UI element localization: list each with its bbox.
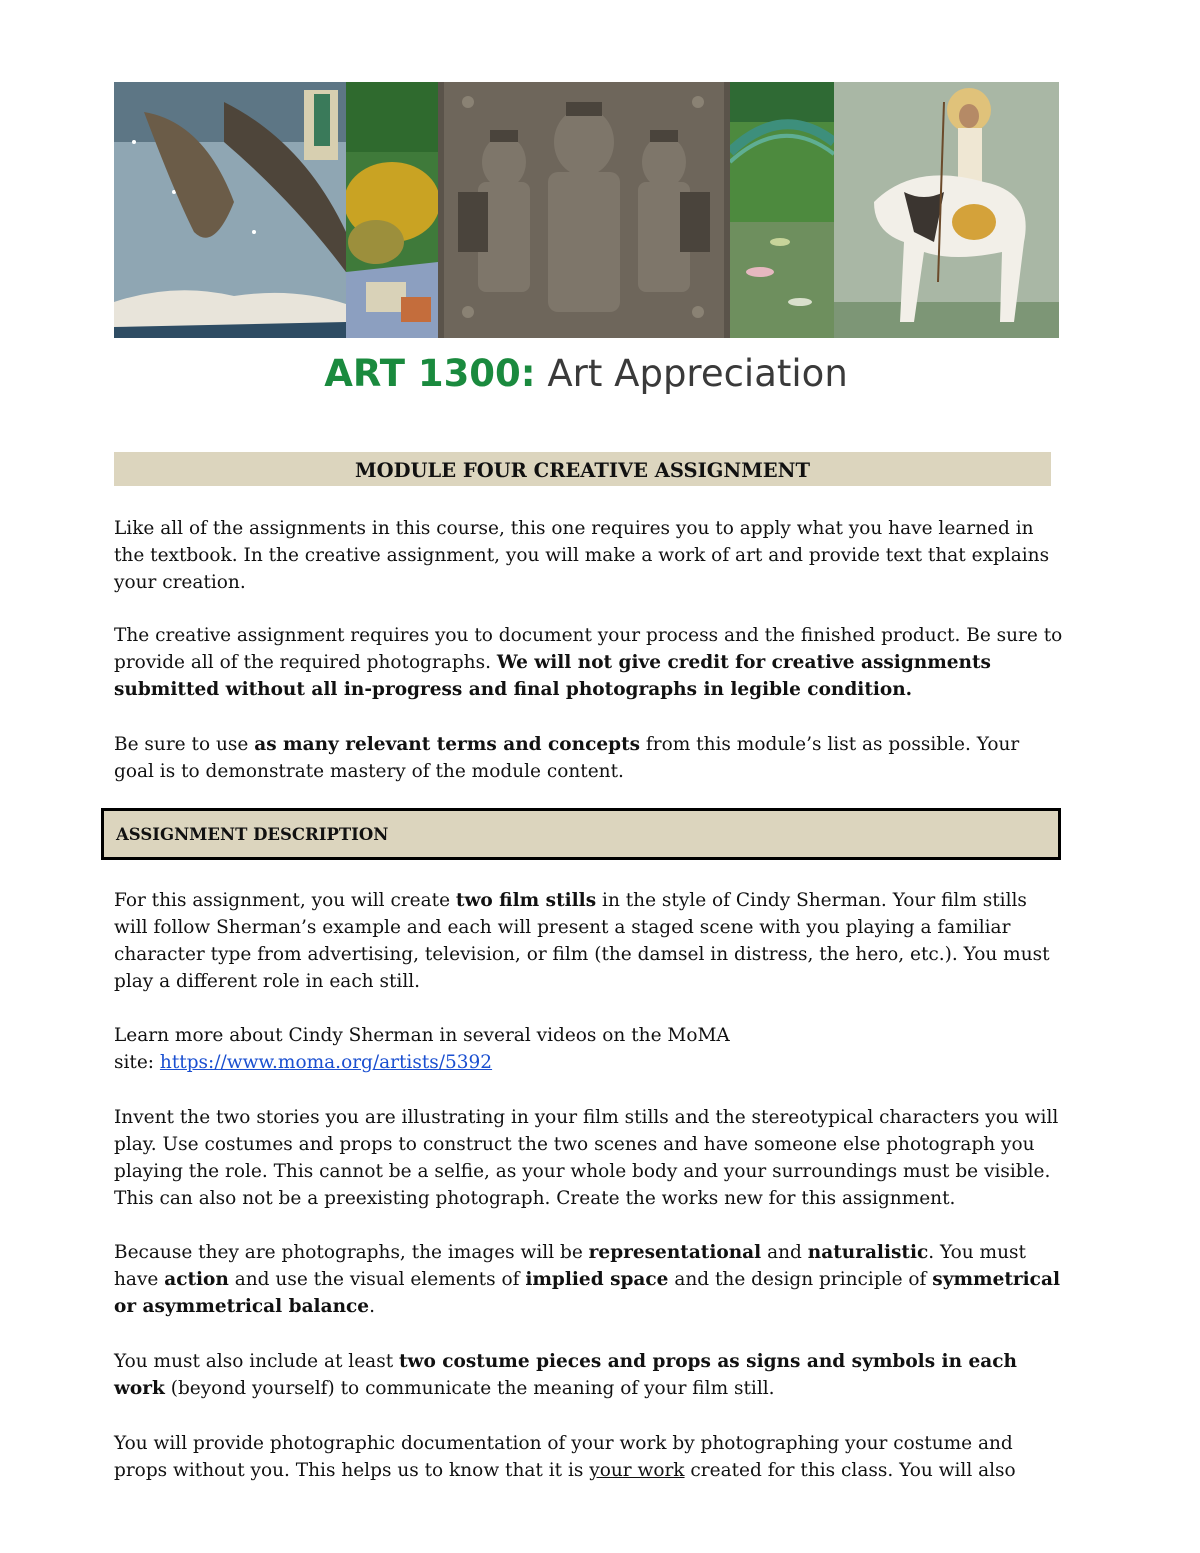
module-title: MODULE FOUR CREATIVE ASSIGNMENT	[355, 459, 810, 482]
horseman-painting-image	[834, 82, 1059, 338]
desc-p6-a: You will provide photographic documentation of your work by photographing your costume and props without you. This helps us to know that it is	[114, 1433, 1013, 1481]
desc-p4-e: and use the visual elements of	[228, 1269, 526, 1290]
desc-p2-a: Learn more about Cindy Sherman in several videos on the MoMA	[114, 1025, 730, 1046]
desc-p5-bold: two costume pieces and props as signs and symbols in each work	[114, 1351, 1017, 1399]
intro-paragraph-2	[114, 622, 1064, 703]
course-title	[0, 352, 1172, 395]
desc-p1-a: For this assignment, you will create	[114, 890, 456, 911]
eagle-print-image	[114, 82, 346, 338]
intro-p3-bold: as many relevant terms and concepts	[254, 734, 641, 755]
intro-p3-b: from this module’s list as possible. Your goal is to demonstrate mastery of the module content.	[114, 734, 1020, 782]
description-paragraph-4	[114, 1239, 1064, 1320]
moma-link[interactable]: https://www.moma.org/artists/5392	[159, 1052, 493, 1073]
village-painting-image	[346, 82, 438, 338]
course-code: ART 1300:	[324, 352, 536, 395]
desc-p1-bold: two film stills	[455, 890, 597, 911]
desc-p4-g: .	[369, 1296, 375, 1317]
section-heading: ASSIGNMENT DESCRIPTION	[116, 825, 389, 844]
section-heading-box	[101, 808, 1061, 860]
intro-paragraph-3	[114, 731, 1064, 785]
bronze-plaque-image	[438, 82, 730, 338]
desc-p4-a: Because they are photographs, the images will be	[114, 1242, 589, 1263]
desc-p4-d: . You must have	[114, 1242, 1026, 1290]
header-banner	[114, 82, 1059, 338]
description-paragraph-1	[114, 887, 1064, 995]
description-paragraph-3	[114, 1104, 1064, 1212]
course-name: Art Appreciation	[535, 352, 848, 395]
desc-p1-b: in the style of Cindy Sherman. Your film stills will follow Sherman’s example and each will present a staged scene with you playing a familiar character type from advertising, television, or film (the damsel in distress, the hero, etc.). You must play a different role in each still.	[114, 890, 1050, 992]
desc-p4-c: and	[761, 1242, 808, 1263]
intro-p2-bold: We will not give credit for creative assignments submitted without all in-progress and final photographs in legible condition.	[114, 652, 991, 700]
water-lily-painting-image	[730, 82, 834, 338]
term-representational: representational	[588, 1242, 762, 1263]
intro-paragraph-1	[114, 515, 1064, 596]
term-implied-space: implied space	[525, 1269, 669, 1290]
desc-p5-b: (beyond yourself) to communicate the meaning of your film still.	[164, 1378, 775, 1399]
description-paragraph-5	[114, 1348, 1064, 1402]
description-paragraph-2	[114, 1022, 1064, 1076]
intro-p2-text: The creative assignment requires you to document your process and the finished product. Be sure to provide all of the required photographs.	[114, 625, 1063, 673]
term-action: action	[164, 1269, 229, 1290]
intro-p3-a: Be sure to use	[114, 734, 255, 755]
term-balance: symmetrical or asymmetrical balance	[114, 1269, 1060, 1317]
description-paragraph-6	[114, 1430, 1064, 1484]
desc-p3: Invent the two stories you are illustrating in your film stills and the stereotypical characters you will play. Use costumes and props to construct the two scenes and have someone else photograph you playing the role. This cannot be a selfie, as your whole body and your surroundings must be visible. This can also not be a preexisting photograph. Create the works new for this assignment.	[114, 1107, 1059, 1209]
term-naturalistic: naturalistic	[807, 1242, 929, 1263]
intro-p1-text: Like all of the assignments in this course, this one requires you to apply what you have learned in the textbook. In the creative assignment, you will make a work of art and provide text that explains your creation.	[114, 518, 1050, 593]
desc-p2-b: site:	[114, 1052, 160, 1073]
desc-p6-b: created for this class. You will also	[684, 1460, 1016, 1481]
desc-p5-a: You must also include at least	[114, 1351, 400, 1372]
desc-p6-underline: your work	[589, 1460, 685, 1481]
module-title-bar	[114, 452, 1051, 486]
desc-p4-f: and the design principle of	[668, 1269, 933, 1290]
